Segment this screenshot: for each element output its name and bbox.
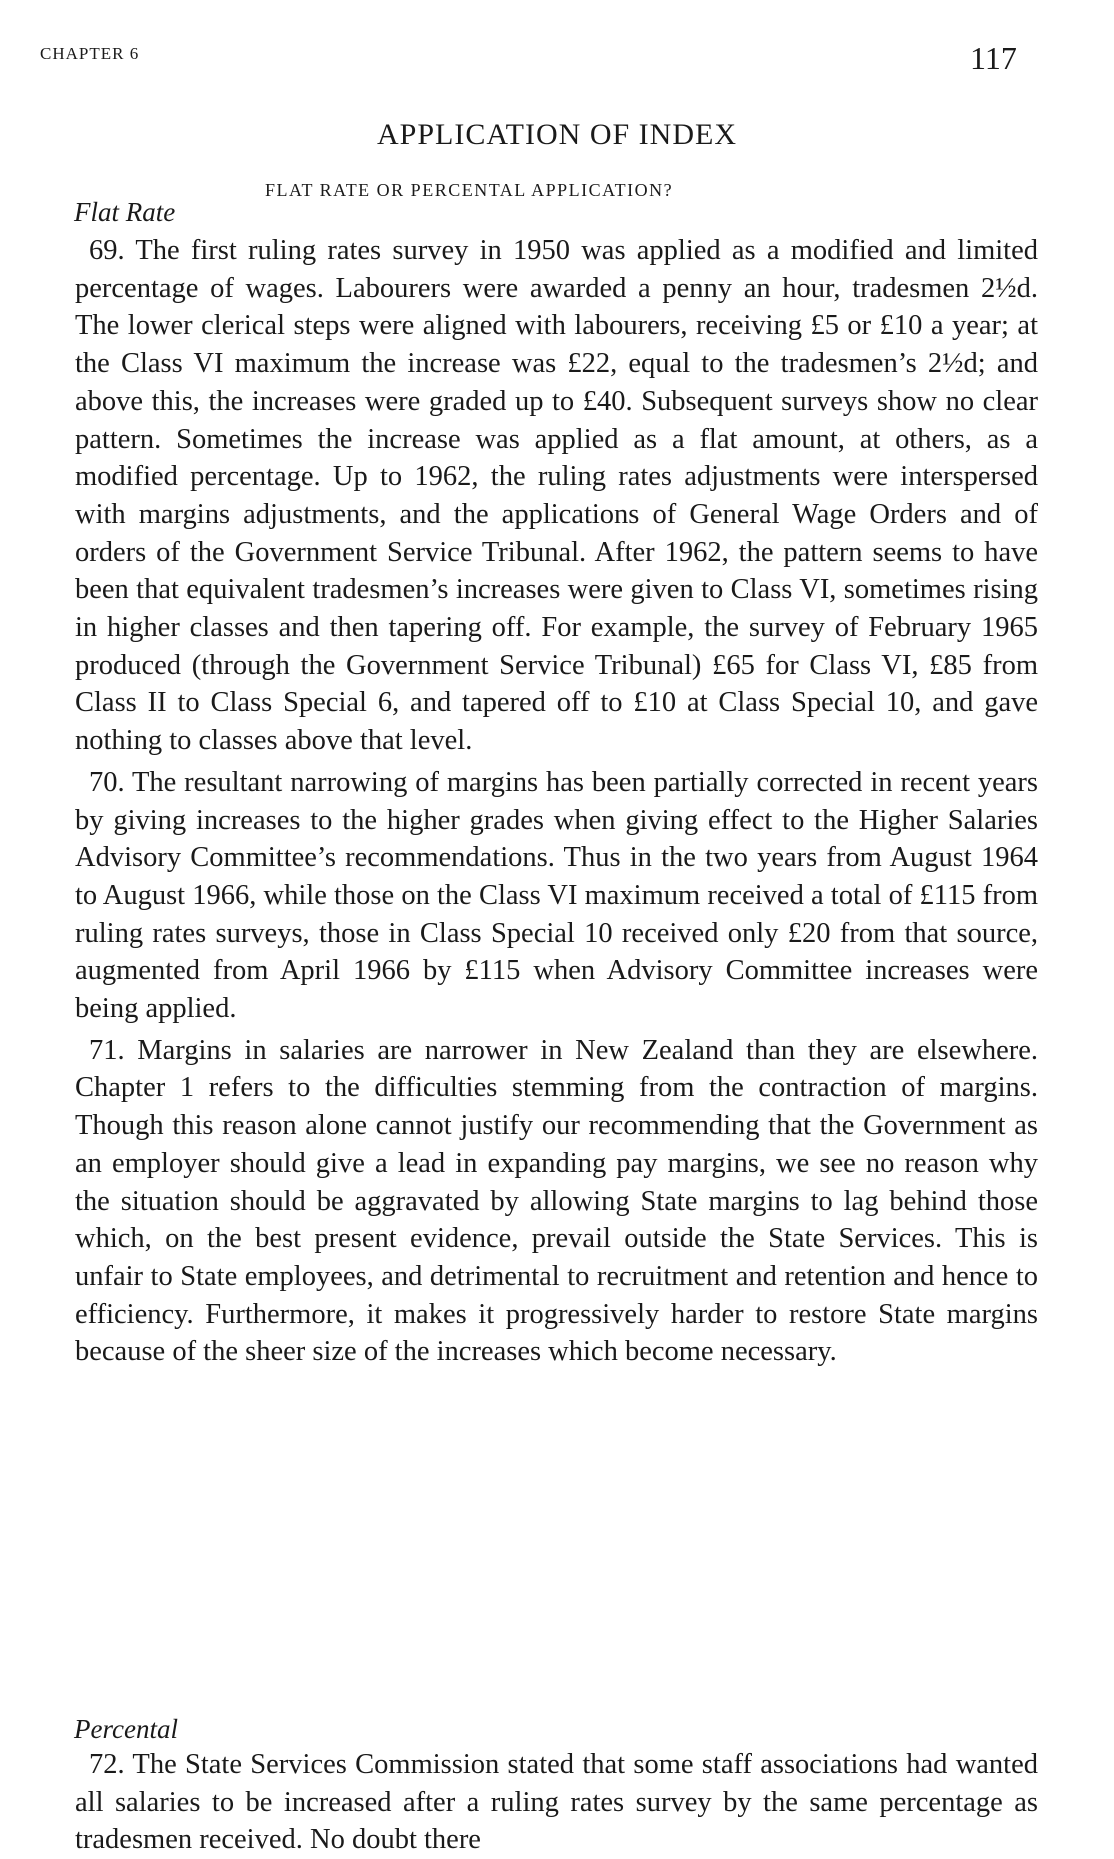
page-number: 117 bbox=[970, 40, 1017, 76]
paragraph-70: 70. The resultant narrowing of margins has been partially corrected in recent years by giving increases to the higher grades when giving effect to the Higher Salaries Advisory Committee’s recommendations. Thus in the two years from August 1964 to August 1966, while those on the Class VI maximum received a total of £115 from ruling rates surveys, those in Class Special 10 received only £20 from that source, augmented from April 1966 by £115 when Advisory Committee increases were being applied. bbox=[75, 766, 1038, 1025]
running-header: CHAPTER 6 bbox=[40, 44, 140, 63]
percental-body bbox=[75, 1746, 1038, 1859]
paragraph-69: 69. The first ruling rates survey in 1950 was applied as a modified and limited percentage of wages. Labourers were awarded a penny an hour, tradesmen 2½d. The lower clerical steps were aligned with labourers, receiving £5 or £10 a year; at the Class VI maximum the increase was £22, equal to the tradesmen’s 2½d; and above this, the increases were graded up to £40. Subsequent surveys show no clear pattern. Sometimes the increase was applied as a flat amount, at others, as a modified percentage. Up to 1962, the ruling rates adjustments were interspersed with margins adjustments, and the applications of General Wage Orders and of orders of the Government Service Tribunal. After 1962, the pattern seems to have been that equivalent tradesmen’s increases were given to Class VI, sometimes rising in higher classes and then tapering off. For example, the survey of February 1965 produced (through the Government Service Tribunal) £65 for Class VI, £85 from Class II to Class Special 6, and tapered off to £10 at Class Special 10, and gave nothing to classes above that level. bbox=[75, 235, 1038, 757]
side-heading-percental: Percental bbox=[74, 1714, 178, 1744]
paragraph-72: 72. The State Services Commission stated that some staff associations had wanted all salaries to be increased after a ruling rates survey by the same percentage as tradesmen received. No doubt there bbox=[75, 1749, 1038, 1856]
page-title: APPLICATION OF INDEX bbox=[376, 118, 737, 151]
paragraph-71: 71. Margins in salaries are narrower in New Zealand than they are elsewhere. Chapter 1 refers to the difficulties stemming from the contraction of margins. Though this reason alone cannot justify our recommending that the Government as an employer should give a lead in expanding pay margins, we see no reason why the situation should be aggravated by allowing State margins to lag behind those which, on the best present evidence, prevail outside the State Services. This is unfair to State employees, and detrimental to recruitment and retention and hence to efficiency. Furthermore, it makes it progressively harder to restore State margins because of the sheer size of the increases which become necessary. bbox=[75, 1034, 1038, 1368]
section-subtitle: FLAT RATE OR PERCENTAL APPLICATION? bbox=[265, 180, 674, 200]
side-heading-flat-rate: Flat Rate bbox=[74, 197, 176, 227]
flat-rate-body bbox=[75, 232, 1038, 1371]
